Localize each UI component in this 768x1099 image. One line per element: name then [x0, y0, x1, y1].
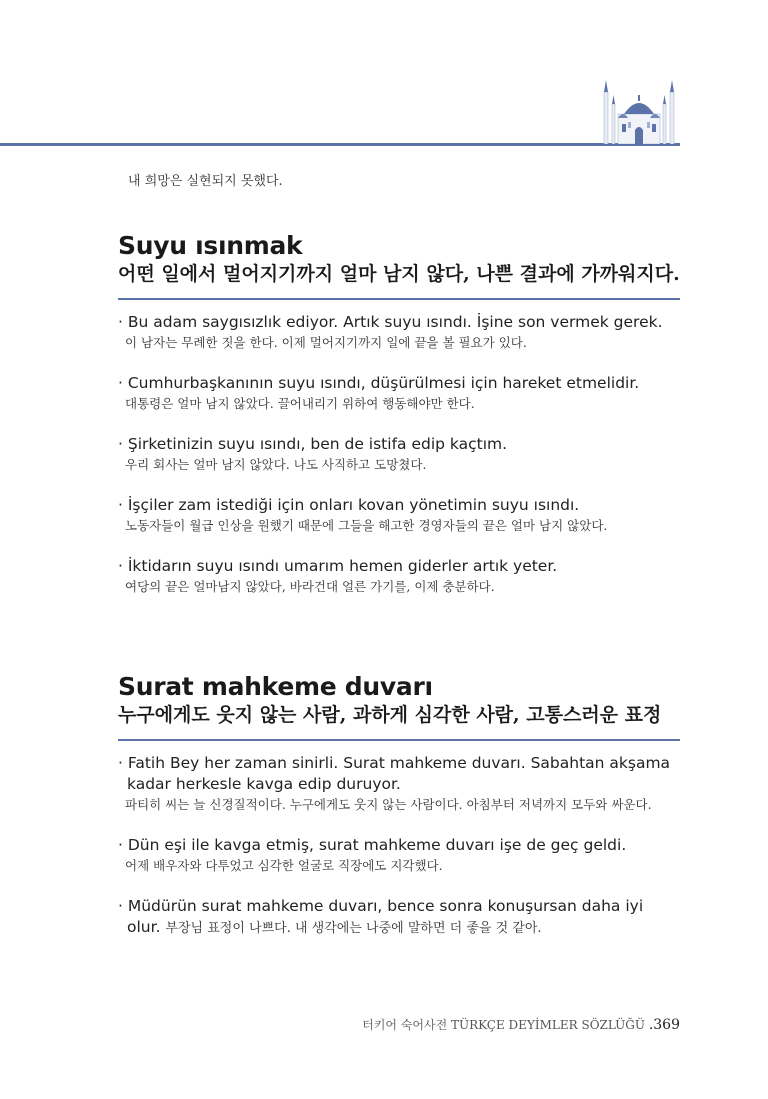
example-turkish: · Cumhurbaşkanının suyu ısındı, düşürülmesi için hareket etmelidir.	[118, 373, 640, 392]
idiom-entry	[118, 231, 680, 597]
example-korean: 어제 배우자와 다투었고 심각한 얼굴로 직장에도 지각했다.	[125, 857, 443, 873]
example-item	[118, 373, 680, 414]
example-korean: 부장님 표정이 나쁘다. 내 생각에는 나중에 말하면 더 좋을 것 같아.	[165, 920, 542, 936]
example-item	[118, 434, 680, 475]
example-korean: 여당의 끝은 얼마남지 않았다, 바라건대 얼른 가기를, 이제 충분하다.	[125, 578, 495, 594]
example-item	[118, 896, 680, 939]
example-turkish: · Fatih Bey her zaman sinirli. Surat mahkeme duvarı. Sabahtan akşama kadar herkesle kavga edip duruyor.	[118, 753, 671, 793]
example-item	[118, 753, 680, 815]
example-turkish: · İşçiler zam istediği için onları kovan yönetimin suyu ısındı.	[118, 495, 580, 514]
header-rule	[0, 143, 680, 146]
example-item	[118, 835, 680, 876]
example-korean: 노동자들이 월급 인상을 원했기 때문에 그들을 해고한 경영자들의 끝은 얼마 남지 않았다.	[125, 517, 608, 533]
example-korean: 이 남자는 무례한 짓을 한다. 이제 멀어지기까지 일에 끝을 볼 필요가 있다.	[125, 334, 527, 350]
example-turkish-continued	[118, 917, 680, 939]
example-item	[118, 312, 680, 353]
page-number: .369	[648, 1017, 680, 1033]
page-footer	[362, 1016, 680, 1033]
example-item	[118, 495, 680, 536]
idiom-meaning: 어떤 일에서 멀어지기까지 얼마 남지 않다, 나쁜 결과에 가까워지다.	[118, 263, 680, 285]
example-korean: 파티히 씨는 늘 신경질적이다. 누구에게도 웃지 않는 사람이다. 아침부터 저녁까지 모두와 싸운다.	[125, 796, 652, 812]
example-turkish: · İktidarın suyu ısındı umarım hemen giderler artık yeter.	[118, 556, 558, 575]
entry-rule	[118, 298, 680, 300]
example-turkish: · Dün eşi ile kavga etmiş, surat mahkeme duvarı işe de geç geldi.	[118, 835, 627, 854]
example-turkish: · Müdürün surat mahkeme duvarı, bence sonra konuşursan daha iyi	[118, 896, 644, 915]
idiom-meaning: 누구에게도 웃지 않는 사람, 과하게 심각한 사람, 고통스러운 표정	[118, 704, 662, 726]
idiom-title: Surat mahkeme duvarı	[118, 672, 433, 701]
idiom-entry	[118, 672, 680, 939]
example-korean: 우리 회사는 얼마 남지 않았다. 나도 사직하고 도망쳤다.	[125, 456, 427, 472]
example-turkish: · Bu adam saygısızlık ediyor. Artık suyu ısındı. İşine son vermek gerek.	[118, 312, 663, 331]
entry-rule	[118, 739, 680, 741]
book-title: 터키어 숙어사전 TÜRKÇE DEYİMLER SÖZLÜĞÜ	[362, 1018, 645, 1032]
lead-sentence: 내 희망은 실현되지 못했다.	[128, 174, 283, 189]
example-item	[118, 556, 680, 597]
mosque-icon	[598, 78, 680, 144]
example-turkish: · Şirketinizin suyu ısındı, ben de istifa edip kaçtım.	[118, 434, 508, 453]
example-korean: 대통령은 얼마 남지 않았다. 끌어내리기 위하여 행동해야만 한다.	[125, 395, 475, 411]
idiom-title: Suyu ısınmak	[118, 231, 303, 260]
example-turkish-tail: olur.	[127, 917, 161, 936]
